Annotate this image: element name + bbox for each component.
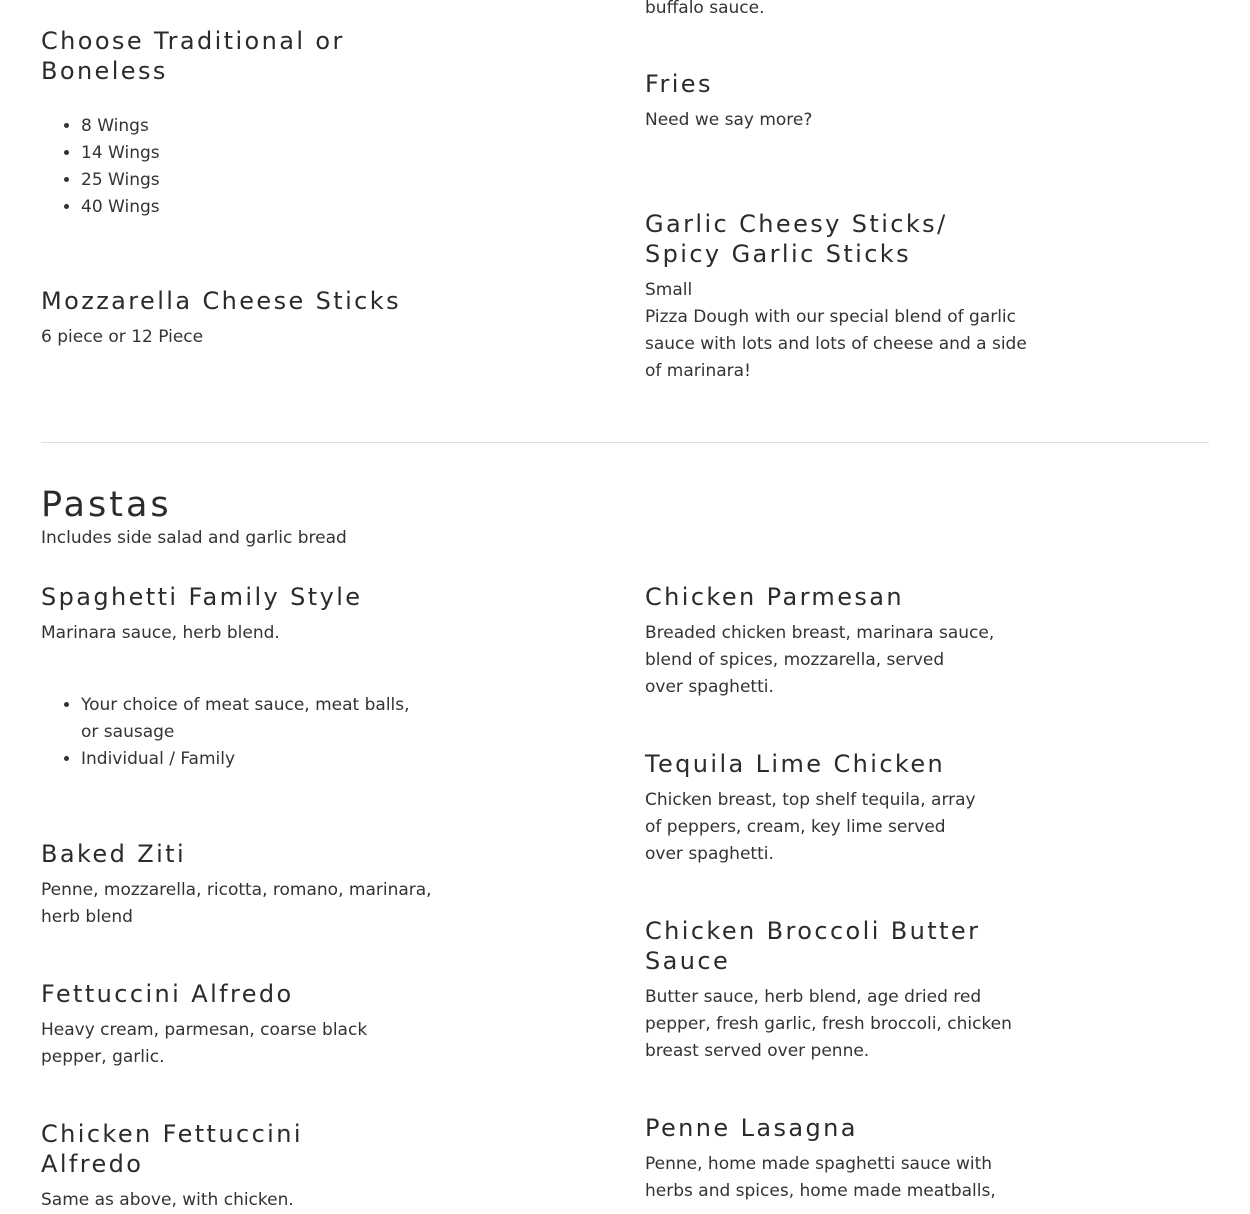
- desc-line: herb blend: [41, 907, 133, 927]
- wings-options-list: [41, 113, 345, 221]
- baked-ziti-desc: [41, 877, 432, 931]
- penne-lasagna-desc: [645, 1151, 996, 1205]
- desc-line: blend of spices, mozzarella, served: [645, 650, 945, 670]
- title-line: Alfredo: [41, 1150, 144, 1178]
- wings-title-line2: Boneless: [41, 57, 168, 85]
- pastas-header: [41, 485, 347, 552]
- desc-line: breast served over penne.: [645, 1041, 870, 1061]
- garlic-sticks-desc: [645, 304, 1027, 385]
- wings-title: [41, 26, 345, 86]
- tequila-lime-item: [645, 749, 976, 868]
- garlic-sticks-title: [645, 209, 1027, 269]
- desc-line: Breaded chicken breast, marinara sauce,: [645, 623, 995, 643]
- section-title: Pastas: [41, 485, 172, 525]
- fettuccini-alfredo-item: [41, 979, 367, 1071]
- penne-lasagna-title: Penne Lasagna: [645, 1114, 858, 1142]
- desc-line: Butter sauce, herb blend, age dried red: [645, 987, 982, 1007]
- baked-ziti-item: [41, 839, 432, 931]
- fries-item: [645, 69, 812, 134]
- desc-line: of marinara!: [645, 361, 751, 381]
- list-item: • 40 Wings: [81, 194, 345, 221]
- previous-item-desc-tail: buffalo sauce.: [645, 0, 765, 18]
- mozzarella-desc: 6 piece or 12 Piece: [41, 327, 204, 347]
- desc-line: Heavy cream, parmesan, coarse black: [41, 1020, 368, 1040]
- list-item: • 25 Wings: [81, 167, 345, 194]
- wings-item: [41, 26, 345, 221]
- spaghetti-desc: Marinara sauce, herb blend.: [41, 623, 280, 643]
- fettuccini-alfredo-title: Fettuccini Alfredo: [41, 980, 294, 1008]
- wings-title-line1: Choose Traditional or: [41, 27, 345, 55]
- desc-line: Penne, home made spaghetti sauce with: [645, 1154, 993, 1174]
- title-line: Chicken Fettuccini: [41, 1120, 303, 1148]
- desc-line: Chicken breast, top shelf tequila, array: [645, 790, 976, 810]
- chicken-parmesan-item: [645, 582, 994, 701]
- fries-desc: Need we say more?: [645, 110, 813, 130]
- desc-line: of peppers, cream, key lime served: [645, 817, 946, 837]
- option-text: Your choice of meat sauce, meat balls,: [81, 695, 410, 715]
- fries-title: Fries: [645, 70, 713, 98]
- chicken-fettuccini-title: [41, 1119, 303, 1179]
- option-text: or sausage: [81, 722, 175, 742]
- garlic-sticks-title-line2: Spicy Garlic Sticks: [645, 240, 912, 268]
- garlic-sticks-title-line1: Garlic Cheesy Sticks/: [645, 210, 948, 238]
- chicken-broccoli-title: [645, 916, 1012, 976]
- list-item: • 8 Wings: [81, 113, 345, 140]
- desc-line: Pizza Dough with our special blend of garlic: [645, 307, 1016, 327]
- baked-ziti-title: Baked Ziti: [41, 840, 187, 868]
- desc-line: Penne, mozzarella, ricotta, romano, marinara,: [41, 880, 432, 900]
- chicken-parmesan-desc: [645, 620, 994, 701]
- chicken-broccoli-item: [645, 916, 1012, 1065]
- desc-line: herbs and spices, home made meatballs,: [645, 1181, 996, 1201]
- spaghetti-title: Spaghetti Family Style: [41, 583, 363, 611]
- chicken-broccoli-desc: [645, 984, 1012, 1065]
- chicken-fettuccini-item: [41, 1119, 303, 1214]
- fettuccini-alfredo-desc: [41, 1017, 367, 1071]
- spaghetti-item: [41, 582, 410, 773]
- list-item: • Individual / Family: [81, 746, 410, 773]
- list-item: [81, 692, 410, 746]
- list-item: • 14 Wings: [81, 140, 345, 167]
- mozzarella-item: [41, 286, 401, 351]
- desc-line: pepper, garlic.: [41, 1047, 165, 1067]
- section-divider: [41, 442, 1209, 443]
- desc-line: over spaghetti.: [645, 677, 774, 697]
- desc-line: over spaghetti.: [645, 844, 774, 864]
- garlic-sticks-size: Small: [645, 280, 693, 300]
- tequila-lime-title: Tequila Lime Chicken: [645, 750, 946, 778]
- desc-line: sauce with lots and lots of cheese and a side: [645, 334, 1027, 354]
- title-line: Chicken Broccoli Butter: [645, 917, 981, 945]
- chicken-parmesan-title: Chicken Parmesan: [645, 583, 904, 611]
- spaghetti-options-list: [41, 692, 410, 773]
- tequila-lime-desc: [645, 787, 976, 868]
- chicken-fettuccini-desc: Same as above, with chicken.: [41, 1190, 294, 1210]
- section-subtitle: Includes side salad and garlic bread: [41, 528, 347, 548]
- desc-line: pepper, fresh garlic, fresh broccoli, chicken: [645, 1014, 1012, 1034]
- title-line: Sauce: [645, 947, 731, 975]
- mozzarella-title: Mozzarella Cheese Sticks: [41, 287, 401, 315]
- garlic-sticks-item: [645, 209, 1027, 385]
- penne-lasagna-item: [645, 1113, 996, 1205]
